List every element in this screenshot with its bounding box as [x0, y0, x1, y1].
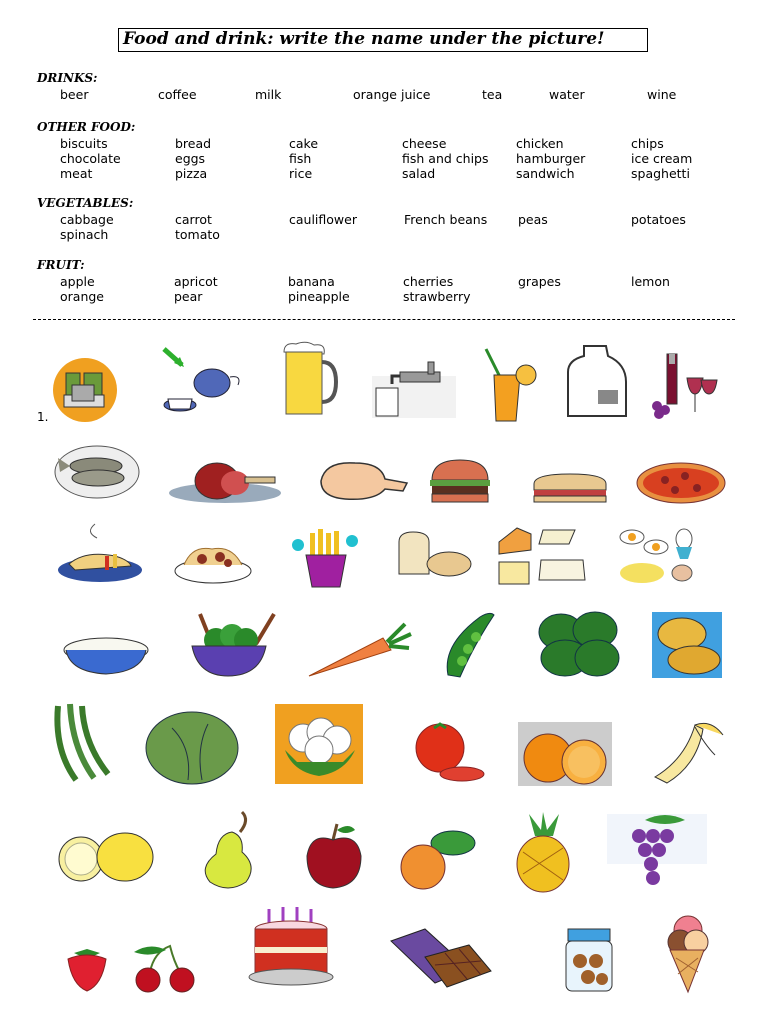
word-milk: milk	[255, 87, 282, 102]
worksheet-title: Food and drink: write the name under the picture!	[118, 28, 648, 52]
word-bread: bread	[175, 136, 212, 151]
word-chicken: chicken	[516, 136, 564, 151]
wine-picture	[645, 350, 720, 422]
word-beer: beer	[60, 87, 89, 102]
potatoes-picture	[650, 610, 725, 680]
word-banana: banana	[288, 274, 335, 289]
peas-picture	[440, 605, 504, 680]
fish-picture	[52, 440, 142, 500]
word-fish: fish	[289, 151, 312, 166]
grapes-picture	[605, 808, 710, 890]
banana-picture	[645, 715, 730, 785]
french-beans-picture	[50, 700, 115, 785]
word-cake: cake	[289, 136, 319, 151]
water-tap-picture	[368, 356, 458, 418]
word-eggs: eggs	[175, 151, 206, 166]
fish-and-chips-picture	[55, 520, 145, 585]
milk-jug-picture	[562, 342, 632, 422]
dashed-divider	[33, 319, 735, 320]
word-pineapple: pineapple	[288, 289, 350, 304]
category-other-food-label: OTHER FOOD:	[37, 120, 136, 134]
eggs-picture	[612, 525, 707, 587]
word-spaghetti: spaghetti	[631, 166, 690, 181]
bread-picture	[395, 528, 475, 580]
apricot-picture	[397, 825, 479, 893]
word-cherries: cherries	[403, 274, 454, 289]
word-potatoes: potatoes	[631, 212, 686, 227]
word-meat: meat	[60, 166, 93, 181]
rice-picture	[60, 620, 152, 680]
word-water: water	[549, 87, 585, 102]
word-french-beans: French beans	[404, 212, 488, 227]
word-fish-and-chips: fish and chips	[402, 151, 489, 166]
word-coffee: coffee	[158, 87, 197, 102]
word-chips: chips	[631, 136, 664, 151]
hamburger-picture	[428, 458, 492, 506]
meat-roast-picture	[165, 455, 285, 505]
pizza-picture	[635, 460, 727, 506]
word-carrot: carrot	[175, 212, 212, 227]
word-orange: orange	[60, 289, 104, 304]
cauliflower-picture	[273, 702, 365, 786]
coffee-maker-picture	[50, 357, 120, 423]
word-lemon: lemon	[631, 274, 670, 289]
strawberry-picture	[62, 945, 112, 993]
word-rice: rice	[289, 166, 313, 181]
category-drinks-label: DRINKS:	[37, 71, 98, 85]
category-vegetables-label: VEGETABLES:	[37, 196, 134, 210]
carrot-picture	[305, 620, 413, 680]
chocolate-picture	[385, 925, 495, 993]
salad-picture	[180, 610, 278, 680]
orange-juice-picture	[482, 345, 542, 423]
word-hamburger: hamburger	[516, 151, 586, 166]
word-strawberry: strawberry	[403, 289, 471, 304]
cabbage-picture	[142, 708, 240, 786]
word-orange-juice: orange juice	[353, 87, 431, 102]
category-fruit-label: FRUIT:	[37, 258, 85, 272]
word-chocolate: chocolate	[60, 151, 121, 166]
ice-cream-picture	[662, 912, 712, 994]
lemon-picture	[55, 825, 155, 887]
word-peas: peas	[518, 212, 548, 227]
word-salad: salad	[402, 166, 436, 181]
word-apricot: apricot	[174, 274, 218, 289]
word-tomato: tomato	[175, 227, 220, 242]
word-apple: apple	[60, 274, 95, 289]
word-grapes: grapes	[518, 274, 561, 289]
word-biscuits: biscuits	[60, 136, 108, 151]
chicken-picture	[315, 455, 410, 503]
birthday-cake-picture	[245, 905, 337, 990]
word-wine: wine	[647, 87, 677, 102]
word-ice-cream: ice cream	[631, 151, 693, 166]
word-spinach: spinach	[60, 227, 109, 242]
pear-picture	[196, 808, 261, 892]
cherries-picture	[130, 942, 200, 994]
picture-number-1: 1.	[37, 410, 49, 424]
word-pear: pear	[174, 289, 203, 304]
sandwich-picture	[530, 470, 610, 506]
word-cauliflower: cauliflower	[289, 212, 357, 227]
word-sandwich: sandwich	[516, 166, 575, 181]
cheese-picture	[495, 522, 590, 587]
apple-picture	[303, 820, 365, 892]
word-pizza: pizza	[175, 166, 208, 181]
pineapple-picture	[513, 812, 573, 894]
orange-picture	[516, 720, 614, 788]
word-cheese: cheese	[402, 136, 447, 151]
spaghetti-picture	[172, 525, 254, 585]
beer-mug-picture	[278, 340, 338, 420]
word-cabbage: cabbage	[60, 212, 114, 227]
tomato-picture	[412, 722, 487, 784]
teapot-picture	[160, 345, 245, 420]
spinach-picture	[535, 610, 623, 678]
word-tea: tea	[482, 87, 503, 102]
chips-picture	[288, 525, 363, 590]
biscuit-jar-picture	[562, 925, 617, 993]
